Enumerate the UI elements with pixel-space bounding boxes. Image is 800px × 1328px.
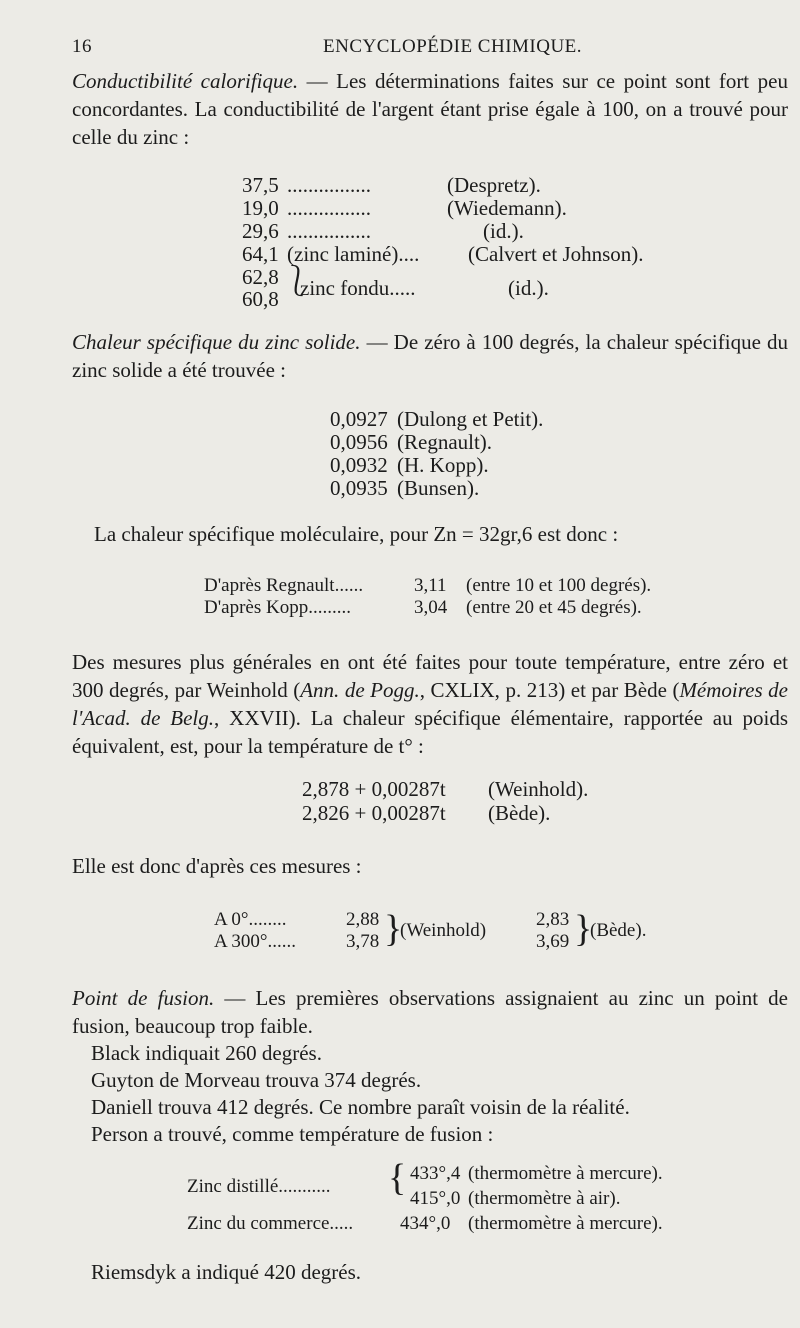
chaleur-source: (Bunsen).: [397, 476, 480, 500]
molec-range: (entre 10 et 100 degrés).: [466, 575, 652, 596]
fondu-value: 60,8: [242, 287, 279, 311]
conductibilite-heading: Conductibilité calorifique.: [72, 69, 299, 93]
bede-value: 3,69: [536, 931, 570, 952]
formula-source: (Bède).: [488, 801, 551, 825]
fusion-line: Daniell trouva 412 degrés. Ce nombre paraît voisin de la réalité.: [91, 1095, 630, 1119]
formula-expr: 2,878 + 0,00287t: [302, 777, 446, 801]
commerce-note: (thermomètre à mercure).: [468, 1213, 663, 1234]
generales-paragraph: [72, 648, 788, 760]
conductibilite-text: — Les déterminations faites sur ce point sont fort peu concordantes. La conductibilité de l'argent étant prise égale à 100, on a trouvé pour celle du zinc :: [72, 69, 788, 149]
fusion-line: Guyton de Morveau trouva 374 degrés.: [91, 1068, 422, 1092]
cond-source: (Wiedemann).: [447, 196, 567, 220]
mesures-row-label: A 300°......: [214, 931, 297, 952]
mesures-row-label: A 0°........: [214, 909, 287, 930]
distille-value: 433°,4: [410, 1163, 461, 1184]
formula-expr: 2,826 + 0,00287t: [302, 801, 446, 825]
distille-note: (thermomètre à mercure).: [468, 1163, 663, 1184]
molec-range: (entre 20 et 45 degrés).: [466, 597, 642, 618]
cond-source: (id.).: [483, 219, 524, 243]
running-title: ENCYCLOPÉDIE CHIMIQUE.: [323, 36, 583, 57]
generales-text-1: Des mesures plus générales en ont été faites pour toute température, entre zéro et 300 degrés, par Weinhold (: [72, 650, 788, 702]
cond-value: 37,5: [242, 173, 279, 197]
moleculaire-text: La chaleur spécifique moléculaire, pour Zn = 32gr,6 est donc :: [94, 522, 619, 546]
fondu-source: (id.).: [508, 276, 549, 300]
distille-label: Zinc distillé...........: [187, 1176, 331, 1197]
generales-text-3: , XXVII). La chaleur spécifique élémentaire, rapportée au poids équivalent, est, pour la température de t° :: [72, 706, 789, 758]
molec-label: D'après Regnault......: [204, 575, 364, 596]
bede-label: (Bède).: [590, 920, 647, 941]
chaleur-paragraph: [72, 328, 788, 384]
fusion-paragraph: [72, 984, 788, 1040]
chaleur-value: 0,0956: [330, 430, 388, 454]
chaleur-value: 0,0932: [330, 453, 388, 477]
formula-source: (Weinhold).: [488, 777, 589, 801]
weinhold-value: 3,78: [346, 931, 380, 952]
fusion-text: — Les premières observations assignaient au zinc un point de fusion, beaucoup trop faible.: [72, 986, 788, 1038]
fondu-brace: ⎱: [282, 265, 312, 298]
weinhold-value: 2,88: [346, 909, 380, 930]
fondu-label: zinc fondu.....: [300, 276, 416, 300]
molec-label: D'après Kopp.........: [204, 597, 351, 618]
fusion-line: Black indiquait 260 degrés.: [91, 1041, 322, 1065]
cond-dots: ................: [287, 173, 371, 197]
chaleur-text: — De zéro à 100 degrés, la chaleur spécifique du zinc solide a été trouvée :: [72, 330, 788, 382]
distille-value: 415°,0: [410, 1188, 461, 1209]
generales-ref-2: Mémoires de l'Acad. de Belg.: [72, 678, 788, 730]
generales-ref-1: Ann. de Pogg.: [300, 678, 420, 702]
distille-brace: {: [388, 1157, 407, 1199]
page-number: 16: [72, 36, 92, 57]
chaleur-heading: Chaleur spécifique du zinc solide.: [72, 330, 361, 354]
cond-value: 29,6: [242, 219, 279, 243]
fusion-heading: Point de fusion.: [72, 986, 215, 1010]
fusion-line: Person a trouvé, comme température de fusion :: [91, 1122, 494, 1146]
weinhold-label: (Weinhold): [400, 920, 487, 941]
mesures-text: Elle est donc d'après ces mesures :: [72, 854, 362, 878]
chaleur-value: 0,0935: [330, 476, 388, 500]
chaleur-source: (H. Kopp).: [397, 453, 489, 477]
weinhold-brace: }: [384, 908, 403, 950]
commerce-label: Zinc du commerce.....: [187, 1213, 354, 1234]
riemsdyk-line: Riemsdyk a indiqué 420 degrés.: [91, 1260, 362, 1284]
molec-value: 3,11: [414, 575, 447, 596]
cond-source: (Calvert et Johnson).: [468, 242, 644, 266]
fondu-value: 62,8: [242, 265, 279, 289]
generales-text-2: , CXLIX, p. 213) et par Bède (: [419, 678, 680, 702]
bede-brace: }: [574, 908, 593, 950]
cond-dots: ................: [287, 196, 371, 220]
cond-source: (Despretz).: [447, 173, 541, 197]
cond-value: 64,1: [242, 242, 279, 266]
conductibilite-paragraph: [72, 67, 788, 151]
molec-value: 3,04: [414, 597, 448, 618]
chaleur-value: 0,0927: [330, 407, 388, 431]
cond-value: 19,0: [242, 196, 279, 220]
cond-dots: ................: [287, 219, 371, 243]
chaleur-source: (Dulong et Petit).: [397, 407, 544, 431]
chaleur-source: (Regnault).: [397, 430, 493, 454]
bede-value: 2,83: [536, 909, 570, 930]
distille-note: (thermomètre à air).: [468, 1188, 621, 1209]
cond-dots: (zinc laminé)....: [287, 242, 420, 266]
commerce-value: 434°,0: [400, 1213, 451, 1234]
